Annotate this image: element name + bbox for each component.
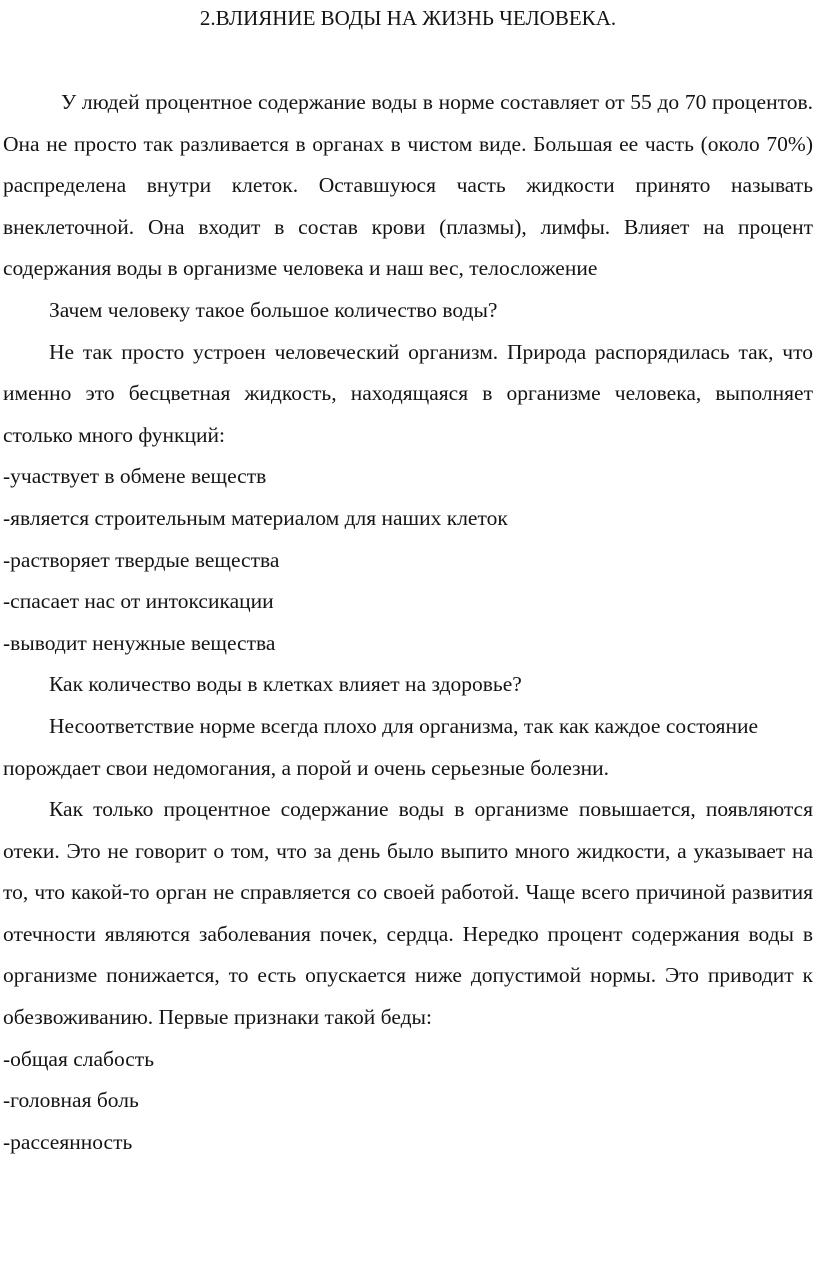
list-item: -головная боль [3, 1088, 139, 1113]
list-item: -рассеянность [3, 1129, 133, 1154]
list-item: -общая слабость [3, 1046, 154, 1071]
symptoms-list [3, 1039, 813, 1164]
list-item: -выводит ненужные вещества [3, 630, 276, 655]
list-item: -является строительным материалом для наших клеток [3, 505, 508, 530]
list-item: -спасает нас от интоксикации [3, 589, 274, 614]
paragraph-edema: Как только процентное содержание воды в организме повышается, появляются отеки. Это не говорит о том, что за день было выпито много жидкости, а указывает на то, что какой-то орган не справляется со своей работой. Чаще всего причиной развития отечности являются заболевания почек, сердца. Нередко процент содержания воды в организме понижается, то есть опускается ниже допустимой нормы. Это приводит к обезвоживанию. Первые признаки такой беды: [3, 797, 813, 1030]
list-item: -участвует в обмене веществ [3, 464, 267, 489]
document-body [3, 82, 813, 1163]
paragraph-intro: У людей процентное содержание воды в норме составляет от 55 до 70 процентов. Она не просто так разливается в органах в чистом виде. Большая ее часть (около 70%) распределена внутри клеток. Оставшуюся часть жидкости принято называть внеклеточной. Она входит в состав крови (плазмы), лимфы. Влияет на процент содержания воды в организме человека и наш вес, телосложение [3, 90, 813, 281]
functions-list [3, 456, 813, 664]
question-health: Как количество воды в клетках влияет на здоровье? [49, 672, 522, 697]
paragraph-organism: Не так просто устроен человеческий организм. Природа распорядилась так, что именно это бесцветная жидкость, находящаяся в организме человека, выполняет столько много функций: [3, 339, 813, 447]
list-item: -растворяет твердые вещества [3, 547, 280, 572]
document-title: 2.ВЛИЯНИЕ ВОДЫ НА ЖИЗНЬ ЧЕЛОВЕКА. [199, 6, 617, 30]
paragraph-mismatch: Несоответствие норме всегда плохо для организма, так как каждое состояние порождает свои недомогания, а порой и очень серьезные болезни. [3, 713, 759, 780]
question-why-water: Зачем человеку такое большое количество воды? [49, 297, 498, 322]
